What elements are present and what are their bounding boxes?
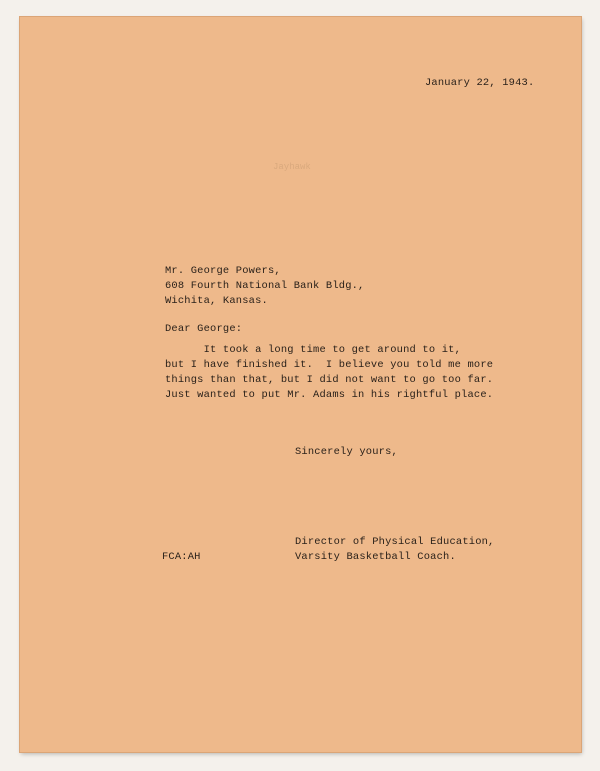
- recipient-line-1: Mr. George Powers,: [165, 265, 281, 277]
- body-line: Just wanted to put Mr. Adams in his rightful place.: [165, 389, 494, 401]
- recipient-line-2: 608 Fourth National Bank Bldg.,: [165, 280, 365, 292]
- signature-title-line: Varsity Basketball Coach.: [295, 551, 456, 563]
- bleed-through-text: Jayhawk: [273, 162, 311, 172]
- reference-initials: FCA:AH: [162, 551, 201, 563]
- body-line: things than that, but I did not want to go too far.: [165, 374, 494, 386]
- signature-title-line: Director of Physical Education,: [295, 536, 495, 548]
- closing: Sincerely yours,: [295, 446, 398, 458]
- body-line: but I have finished it. I believe you told me more: [165, 359, 494, 371]
- date: January 22, 1943.: [425, 77, 535, 89]
- salutation: Dear George:: [165, 323, 243, 335]
- recipient-line-3: Wichita, Kansas.: [165, 295, 268, 307]
- letter-page: [20, 17, 581, 752]
- body-line: It took a long time to get around to it,: [165, 344, 462, 356]
